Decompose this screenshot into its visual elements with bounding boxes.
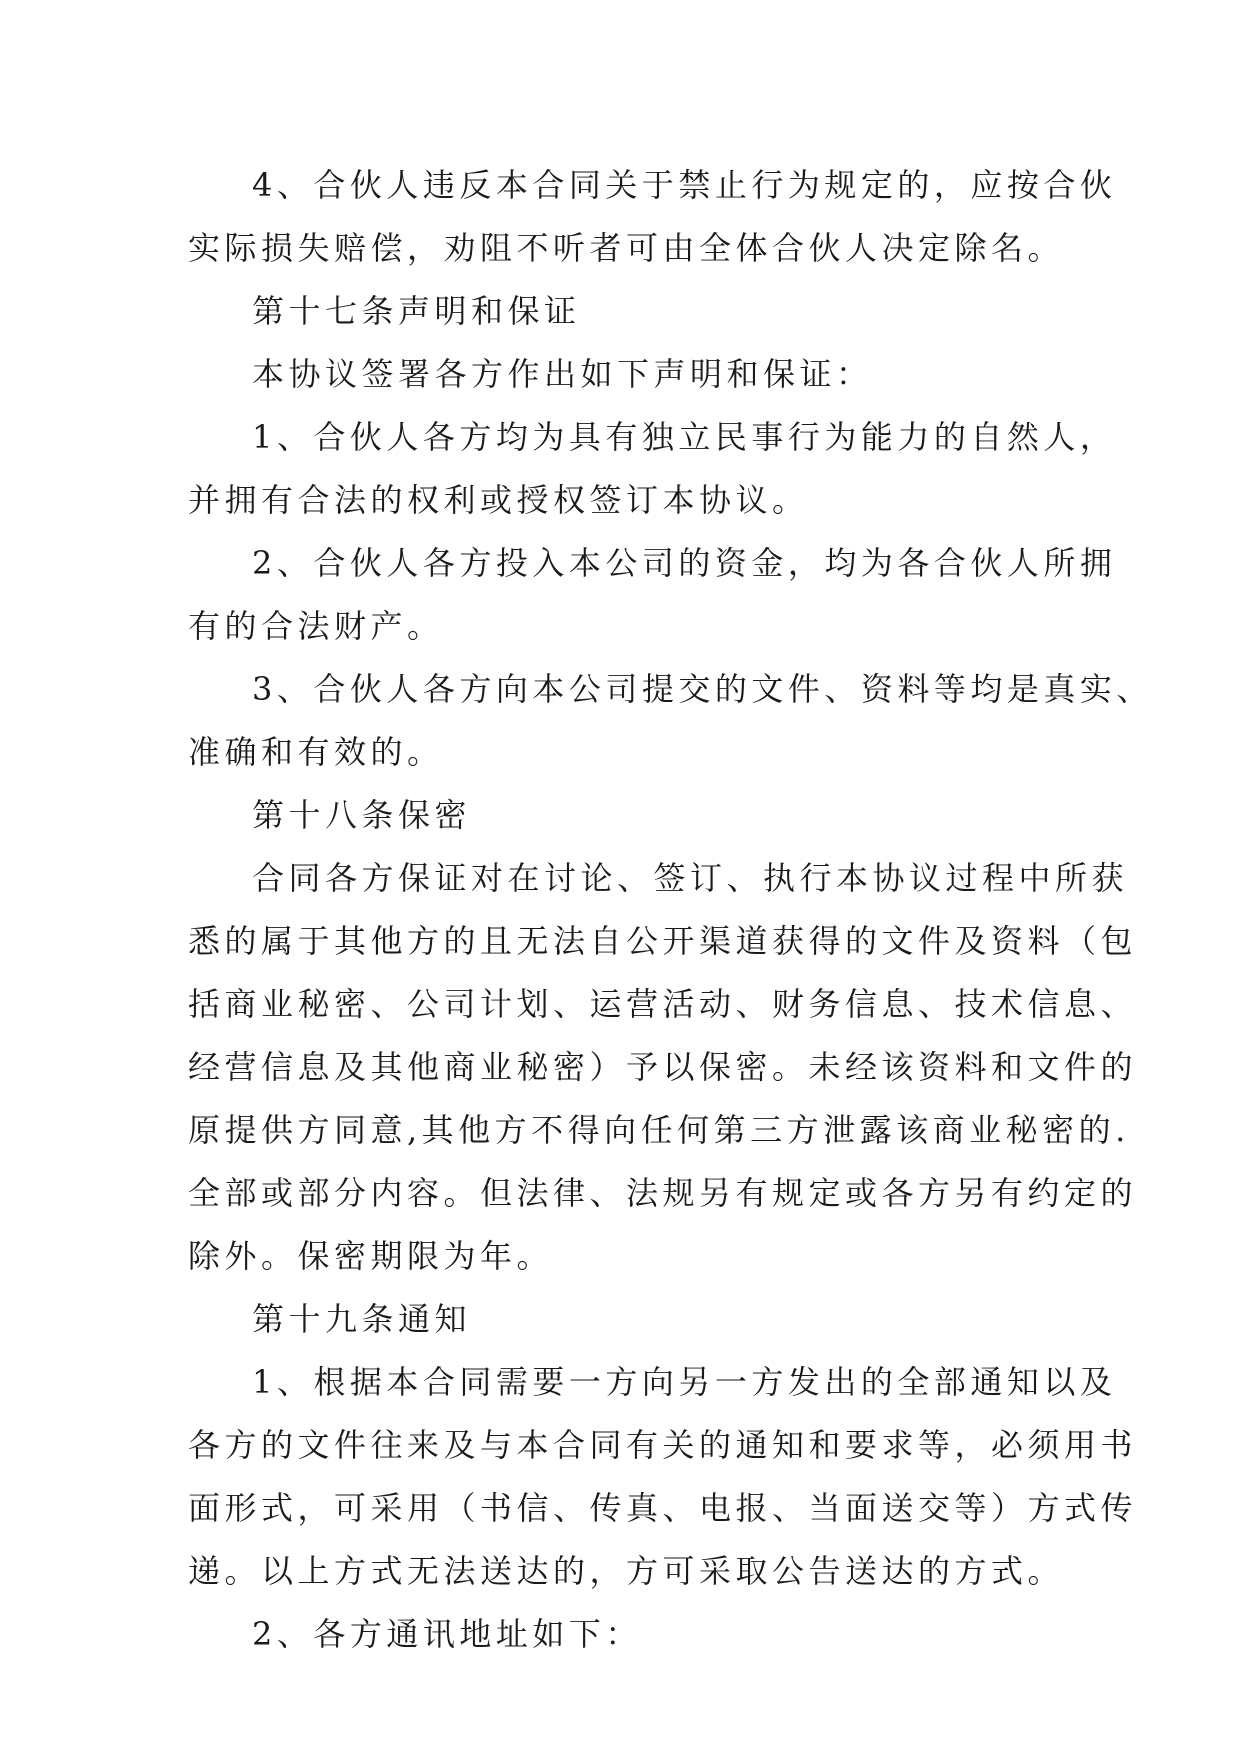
paragraph-line: 准确和有效的。 [188, 733, 444, 771]
paragraph-line: 有的合法财产。 [188, 607, 444, 645]
paragraph-line: 2、合伙人各方投入本公司的资金，均为各合伙人所拥 [252, 544, 1117, 582]
paragraph-line: 本协议签署各方作出如下声明和保证： [252, 355, 873, 393]
paragraph-line: 原提供方同意,其他方不得向任何第三方泄露该商业秘密的. [188, 1111, 1130, 1149]
paragraph-line: 1、根据本合同需要一方向另一方发出的全部通知以及 [252, 1363, 1117, 1401]
section-heading: 第十九条通知 [252, 1300, 472, 1338]
paragraph-line: 各方的文件往来及与本合同有关的通知和要求等，必须用书 [188, 1426, 1138, 1464]
paragraph-line: 2、各方通讯地址如下： [252, 1615, 642, 1653]
section-heading: 第十七条声明和保证 [252, 292, 581, 330]
paragraph-line: 面形式，可采用（书信、传真、电报、当面送交等）方式传 [188, 1489, 1138, 1527]
paragraph-line: 实际损失赔偿，劝阻不听者可由全体合伙人决定除名。 [188, 229, 1065, 267]
paragraph-line: 悉的属于其他方的且无法自公开渠道获得的文件及资料（包 [188, 922, 1138, 960]
paragraph-line: 括商业秘密、公司计划、运营活动、财务信息、技术信息、 [188, 985, 1138, 1023]
section-heading: 第十八条保密 [252, 796, 472, 834]
paragraph-line: 除外。保密期限为年。 [188, 1237, 554, 1275]
paragraph-line: 1、合伙人各方均为具有独立民事行为能力的自然人， [252, 418, 1117, 456]
paragraph-line: 经营信息及其他商业秘密）予以保密。未经该资料和文件的 [188, 1048, 1138, 1086]
paragraph-line: 3、合伙人各方向本公司提交的文件、资料等均是真实、 [252, 670, 1153, 708]
paragraph-line: 全部或部分内容。但法律、法规另有规定或各方另有约定的 [188, 1174, 1138, 1212]
paragraph-line: 合同各方保证对在讨论、签订、执行本协议过程中所获 [252, 859, 1129, 897]
paragraph-line: 4、合伙人违反本合同关于禁止行为规定的，应按合伙 [252, 166, 1117, 204]
paragraph-line: 递。以上方式无法送达的，方可采取公告送达的方式。 [188, 1552, 1065, 1590]
paragraph-line: 并拥有合法的权利或授权签订本协议。 [188, 481, 809, 519]
